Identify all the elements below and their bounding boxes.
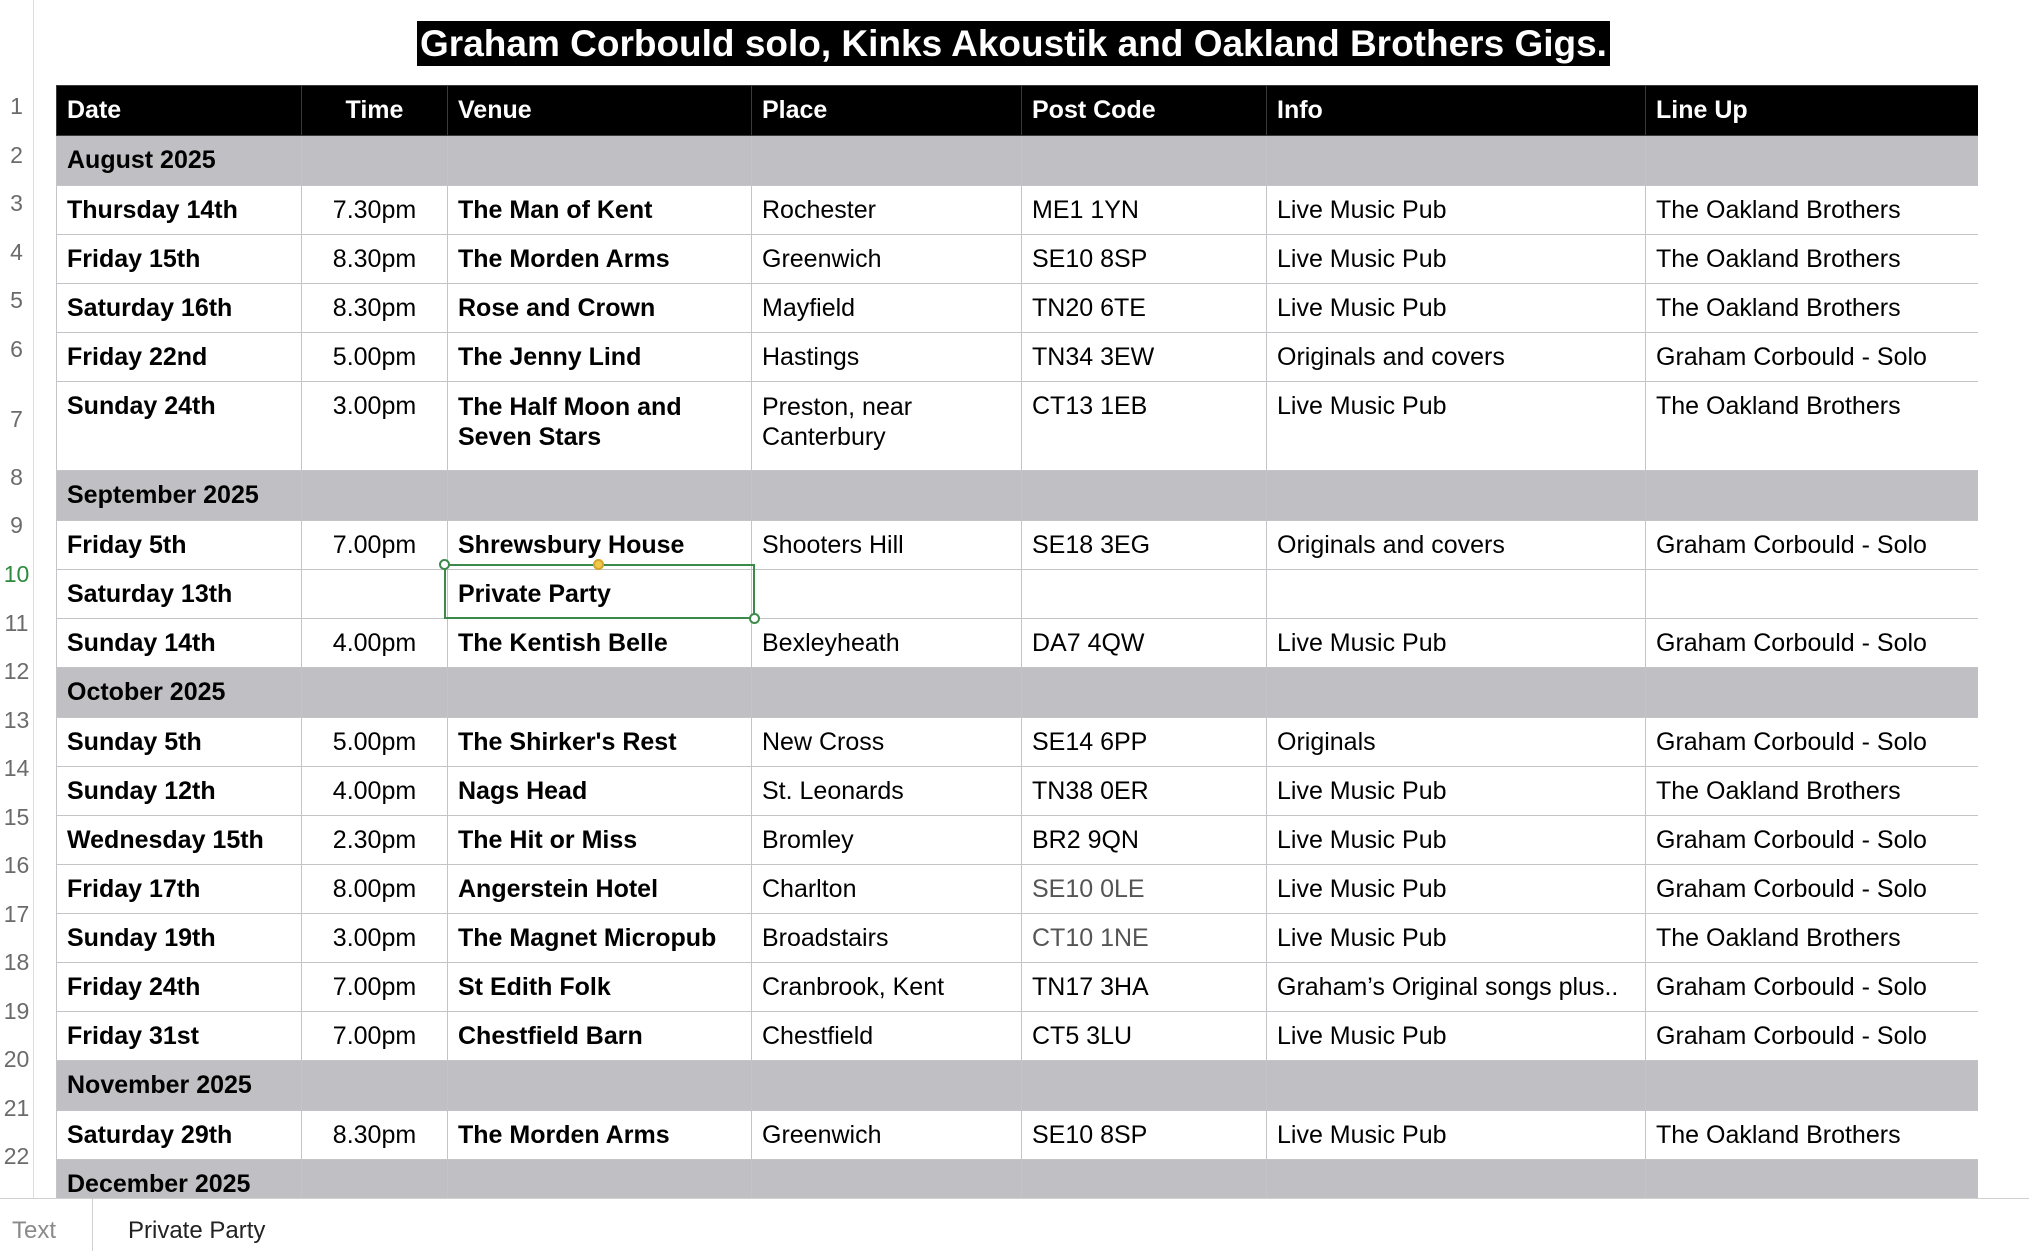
cell-venue[interactable]: The Shirker's Rest (448, 718, 752, 767)
cell-time[interactable]: 7.00pm (302, 1012, 448, 1061)
cell-place[interactable]: Rochester (752, 186, 1022, 235)
cell-post-code[interactable]: CT5 3LU (1022, 1012, 1267, 1061)
cell-post-code[interactable]: TN34 3EW (1022, 333, 1267, 382)
gig-row (57, 767, 1979, 816)
month-row-empty-cell[interactable] (1646, 1160, 1979, 1199)
cell-info[interactable]: Live Music Pub (1267, 235, 1646, 284)
cell-place[interactable]: Bexleyheath (752, 619, 1022, 668)
month-row-empty-cell[interactable] (1646, 136, 1979, 186)
cell-date[interactable]: Saturday 13th (57, 570, 302, 619)
cell-time[interactable]: 8.30pm (302, 235, 448, 284)
cell-post-code[interactable]: TN20 6TE (1022, 284, 1267, 333)
month-row-empty-cell[interactable] (448, 1160, 752, 1199)
row-number[interactable]: 6 (10, 336, 23, 362)
header-place[interactable]: Place (752, 86, 1022, 136)
header-row (57, 86, 1979, 136)
gig-row (57, 718, 1979, 767)
cell-line-up[interactable]: Graham Corbould - Solo (1646, 816, 1979, 865)
formula-bar-divider (92, 1199, 93, 1251)
cell-time[interactable]: 7.00pm (302, 521, 448, 570)
row-number[interactable]: 18 (3, 949, 30, 975)
cell-post-code[interactable]: CT10 1NE (1022, 914, 1267, 963)
row-number[interactable]: 11 (4, 610, 29, 636)
cell-place[interactable]: Greenwich (752, 235, 1022, 284)
month-label[interactable]: October 2025 (57, 668, 302, 718)
row-number[interactable]: 20 (3, 1046, 30, 1072)
cell-time[interactable]: 4.00pm (302, 767, 448, 816)
cell-place[interactable]: Bromley (752, 816, 1022, 865)
cell-place[interactable]: Cranbrook, Kent (752, 963, 1022, 1012)
cell-line-up[interactable]: Graham Corbould - Solo (1646, 718, 1979, 767)
cell-date[interactable]: Friday 24th (57, 963, 302, 1012)
cell-date[interactable]: Wednesday 15th (57, 816, 302, 865)
month-row-empty-cell[interactable] (752, 668, 1022, 718)
gig-row (57, 865, 1979, 914)
cell-post-code[interactable]: SE14 6PP (1022, 718, 1267, 767)
cell-post-code[interactable]: SE10 0LE (1022, 865, 1267, 914)
cell-post-code[interactable]: SE10 8SP (1022, 235, 1267, 284)
month-row-empty-cell[interactable] (1267, 1160, 1646, 1199)
cell-place[interactable]: Preston, near Canterbury (752, 382, 1022, 471)
gig-row (57, 333, 1979, 382)
month-row-empty-cell[interactable] (1646, 471, 1979, 521)
header-time[interactable]: Time (302, 86, 448, 136)
cell-line-up[interactable]: Graham Corbould - Solo (1646, 521, 1979, 570)
cell-time[interactable]: 8.30pm (302, 1111, 448, 1160)
gig-row (57, 235, 1979, 284)
cell-place[interactable]: New Cross (752, 718, 1022, 767)
cell-post-code[interactable]: SE10 8SP (1022, 1111, 1267, 1160)
cell-line-up[interactable]: The Oakland Brothers (1646, 235, 1979, 284)
cell-info[interactable]: Live Music Pub (1267, 1012, 1646, 1061)
row-number-gutter (0, 0, 34, 1198)
month-row-empty-cell[interactable] (302, 471, 448, 521)
cell-venue[interactable]: Shrewsbury House (448, 521, 752, 570)
month-row-empty-cell[interactable] (1646, 1061, 1979, 1111)
month-label[interactable]: August 2025 (57, 136, 302, 186)
cell-date[interactable]: Sunday 5th (57, 718, 302, 767)
month-label[interactable]: November 2025 (57, 1061, 302, 1111)
cell-place[interactable]: Broadstairs (752, 914, 1022, 963)
month-row-empty-cell[interactable] (1022, 471, 1267, 521)
cell-line-up[interactable]: Graham Corbould - Solo (1646, 619, 1979, 668)
month-row-empty-cell[interactable] (1022, 1160, 1267, 1199)
cell-line-up[interactable]: Graham Corbould - Solo (1646, 1012, 1979, 1061)
gig-row (57, 914, 1979, 963)
month-row-empty-cell[interactable] (1267, 668, 1646, 718)
month-row-empty-cell[interactable] (1022, 1061, 1267, 1111)
cell-post-code[interactable]: BR2 9QN (1022, 816, 1267, 865)
cell-place[interactable]: St. Leonards (752, 767, 1022, 816)
gig-row (57, 570, 1979, 619)
row-number[interactable]: 1 (10, 93, 23, 119)
cell-date[interactable]: Saturday 29th (57, 1111, 302, 1160)
month-row-empty-cell[interactable] (1646, 668, 1979, 718)
cell-info[interactable]: Graham’s Original songs plus.. (1267, 963, 1646, 1012)
cell-line-up[interactable]: The Oakland Brothers (1646, 1111, 1979, 1160)
cell-time[interactable]: 5.00pm (302, 718, 448, 767)
row-number[interactable]: 8 (10, 464, 23, 490)
cell-line-up[interactable] (1646, 570, 1979, 619)
cell-time[interactable]: 8.00pm (302, 865, 448, 914)
header-line-up[interactable]: Line Up (1646, 86, 1979, 136)
cell-post-code[interactable]: CT13 1EB (1022, 382, 1267, 471)
row-number[interactable]: 5 (10, 287, 23, 313)
cell-date[interactable]: Friday 17th (57, 865, 302, 914)
cell-place[interactable]: Greenwich (752, 1111, 1022, 1160)
month-row (57, 1160, 1979, 1199)
gig-row (57, 1012, 1979, 1061)
cell-venue[interactable]: The Jenny Lind (448, 333, 752, 382)
cell-time[interactable]: 3.00pm (302, 914, 448, 963)
cell-time[interactable]: 7.30pm (302, 186, 448, 235)
cell-place[interactable]: Charlton (752, 865, 1022, 914)
gig-row (57, 619, 1979, 668)
header-date[interactable]: Date (57, 86, 302, 136)
cell-date[interactable]: Friday 15th (57, 235, 302, 284)
cell-info[interactable] (1267, 570, 1646, 619)
cell-info[interactable]: Live Music Pub (1267, 186, 1646, 235)
row-number[interactable]: 4 (10, 239, 23, 265)
month-row-empty-cell[interactable] (1022, 136, 1267, 186)
cell-line-up[interactable]: Graham Corbould - Solo (1646, 963, 1979, 1012)
cell-date[interactable]: Sunday 14th (57, 619, 302, 668)
cell-place[interactable]: Mayfield (752, 284, 1022, 333)
row-number[interactable]: 17 (3, 901, 30, 927)
cell-info[interactable]: Live Music Pub (1267, 1111, 1646, 1160)
cell-time[interactable]: 8.30pm (302, 284, 448, 333)
cell-date[interactable]: Friday 31st (57, 1012, 302, 1061)
cell-line-up[interactable]: The Oakland Brothers (1646, 284, 1979, 333)
cell-place[interactable]: Chestfield (752, 1012, 1022, 1061)
month-row-empty-cell[interactable] (448, 471, 752, 521)
header-post-code[interactable]: Post Code (1022, 86, 1267, 136)
row-number[interactable]: 12 (3, 658, 30, 684)
row-number[interactable]: 2 (10, 142, 23, 168)
sheet-title[interactable]: Graham Corbould solo, Kinks Akoustik and Oakland Brothers Gigs. (417, 21, 1610, 66)
gig-row (57, 816, 1979, 865)
cell-format-label[interactable]: Text (12, 1217, 57, 1244)
gig-row (57, 1111, 1979, 1160)
cell-time[interactable]: 5.00pm (302, 333, 448, 382)
month-row-empty-cell[interactable] (448, 1061, 752, 1111)
cell-info[interactable]: Live Music Pub (1267, 865, 1646, 914)
row-number[interactable]: 9 (10, 512, 23, 538)
header-info[interactable]: Info (1267, 86, 1646, 136)
row-number[interactable]: 13 (3, 707, 30, 733)
cell-date[interactable]: Sunday 24th (57, 382, 302, 471)
month-label[interactable]: September 2025 (57, 471, 302, 521)
cell-info[interactable]: Live Music Pub (1267, 382, 1646, 471)
month-label[interactable]: December 2025 (57, 1160, 302, 1199)
row-number[interactable]: 14 (3, 755, 30, 781)
cell-venue[interactable]: St Edith Folk (448, 963, 752, 1012)
cell-place[interactable]: Hastings (752, 333, 1022, 382)
cell-venue[interactable]: The Man of Kent (448, 186, 752, 235)
gig-row (57, 521, 1979, 570)
month-row (57, 136, 1979, 186)
gig-row (57, 963, 1979, 1012)
month-row-empty-cell[interactable] (752, 1061, 1022, 1111)
cell-line-up[interactable]: Graham Corbould - Solo (1646, 865, 1979, 914)
cell-line-up[interactable]: The Oakland Brothers (1646, 767, 1979, 816)
cell-info[interactable]: Live Music Pub (1267, 914, 1646, 963)
row-number[interactable]: 7 (10, 406, 23, 432)
sheet-title-wrap (0, 21, 2029, 66)
row-number[interactable]: 10 (3, 561, 30, 587)
cell-time[interactable]: 3.00pm (302, 382, 448, 471)
cell-date[interactable]: Thursday 14th (57, 186, 302, 235)
formula-bar (0, 1198, 2029, 1251)
month-row-empty-cell[interactable] (1022, 668, 1267, 718)
gig-row (57, 186, 1979, 235)
gig-table (56, 85, 1978, 1198)
cell-venue[interactable]: The Half Moon and Seven Stars (448, 382, 752, 471)
cell-venue[interactable]: Nags Head (448, 767, 752, 816)
month-row-empty-cell[interactable] (752, 1160, 1022, 1199)
spreadsheet-grid (56, 85, 1978, 1198)
cell-post-code[interactable]: SE18 3EG (1022, 521, 1267, 570)
cell-venue[interactable]: Rose and Crown (448, 284, 752, 333)
month-row-empty-cell[interactable] (448, 668, 752, 718)
month-row-empty-cell[interactable] (302, 1160, 448, 1199)
month-row-empty-cell[interactable] (302, 1061, 448, 1111)
cell-info[interactable]: Live Music Pub (1267, 767, 1646, 816)
cell-line-up[interactable]: Graham Corbould - Solo (1646, 333, 1979, 382)
cell-date[interactable]: Friday 5th (57, 521, 302, 570)
cell-post-code[interactable] (1022, 570, 1267, 619)
cell-info[interactable]: Originals and covers (1267, 333, 1646, 382)
cell-venue[interactable]: Chestfield Barn (448, 1012, 752, 1061)
cell-venue[interactable]: The Magnet Micropub (448, 914, 752, 963)
row-number[interactable]: 15 (3, 804, 30, 830)
cell-place[interactable] (752, 570, 1022, 619)
cell-venue[interactable]: The Hit or Miss (448, 816, 752, 865)
cell-date[interactable]: Sunday 19th (57, 914, 302, 963)
row-number[interactable]: 21 (3, 1095, 30, 1121)
cell-info[interactable]: Originals and covers (1267, 521, 1646, 570)
cell-date[interactable]: Friday 22nd (57, 333, 302, 382)
cell-venue[interactable]: The Morden Arms (448, 235, 752, 284)
month-row-empty-cell[interactable] (448, 136, 752, 186)
cell-date[interactable]: Sunday 12th (57, 767, 302, 816)
month-row (57, 1061, 1979, 1111)
month-row (57, 668, 1979, 718)
cell-info[interactable]: Originals (1267, 718, 1646, 767)
gig-row (57, 382, 1979, 471)
cell-place[interactable]: Shooters Hill (752, 521, 1022, 570)
month-row-empty-cell[interactable] (1267, 1061, 1646, 1111)
cell-time[interactable]: 4.00pm (302, 619, 448, 668)
cell-post-code[interactable]: TN38 0ER (1022, 767, 1267, 816)
row-number[interactable]: 16 (3, 852, 30, 878)
row-number[interactable]: 3 (10, 190, 23, 216)
cell-date[interactable]: Saturday 16th (57, 284, 302, 333)
month-row-empty-cell[interactable] (752, 471, 1022, 521)
month-row-empty-cell[interactable] (752, 136, 1022, 186)
row-number[interactable]: 19 (3, 998, 30, 1024)
month-row-empty-cell[interactable] (302, 136, 448, 186)
month-row-empty-cell[interactable] (302, 668, 448, 718)
formula-bar-value[interactable]: Private Party (128, 1217, 266, 1244)
cell-post-code[interactable]: ME1 1YN (1022, 186, 1267, 235)
header-venue[interactable]: Venue (448, 86, 752, 136)
cell-post-code[interactable]: TN17 3HA (1022, 963, 1267, 1012)
cell-line-up[interactable]: The Oakland Brothers (1646, 186, 1979, 235)
cell-info[interactable]: Live Music Pub (1267, 284, 1646, 333)
cell-line-up[interactable]: The Oakland Brothers (1646, 914, 1979, 963)
month-row (57, 471, 1979, 521)
cell-time[interactable]: 2.30pm (302, 816, 448, 865)
cell-info[interactable]: Live Music Pub (1267, 619, 1646, 668)
gig-row (57, 284, 1979, 333)
cell-time[interactable]: 7.00pm (302, 963, 448, 1012)
cell-info[interactable]: Live Music Pub (1267, 816, 1646, 865)
cell-post-code[interactable]: DA7 4QW (1022, 619, 1267, 668)
cell-venue[interactable]: Private Party (448, 570, 752, 619)
cell-venue[interactable]: The Morden Arms (448, 1111, 752, 1160)
cell-line-up[interactable]: The Oakland Brothers (1646, 382, 1979, 471)
month-row-empty-cell[interactable] (1267, 471, 1646, 521)
row-number[interactable]: 22 (3, 1143, 30, 1169)
month-row-empty-cell[interactable] (1267, 136, 1646, 186)
cell-time[interactable] (302, 570, 448, 619)
cell-venue[interactable]: Angerstein Hotel (448, 865, 752, 914)
cell-venue[interactable]: The Kentish Belle (448, 619, 752, 668)
